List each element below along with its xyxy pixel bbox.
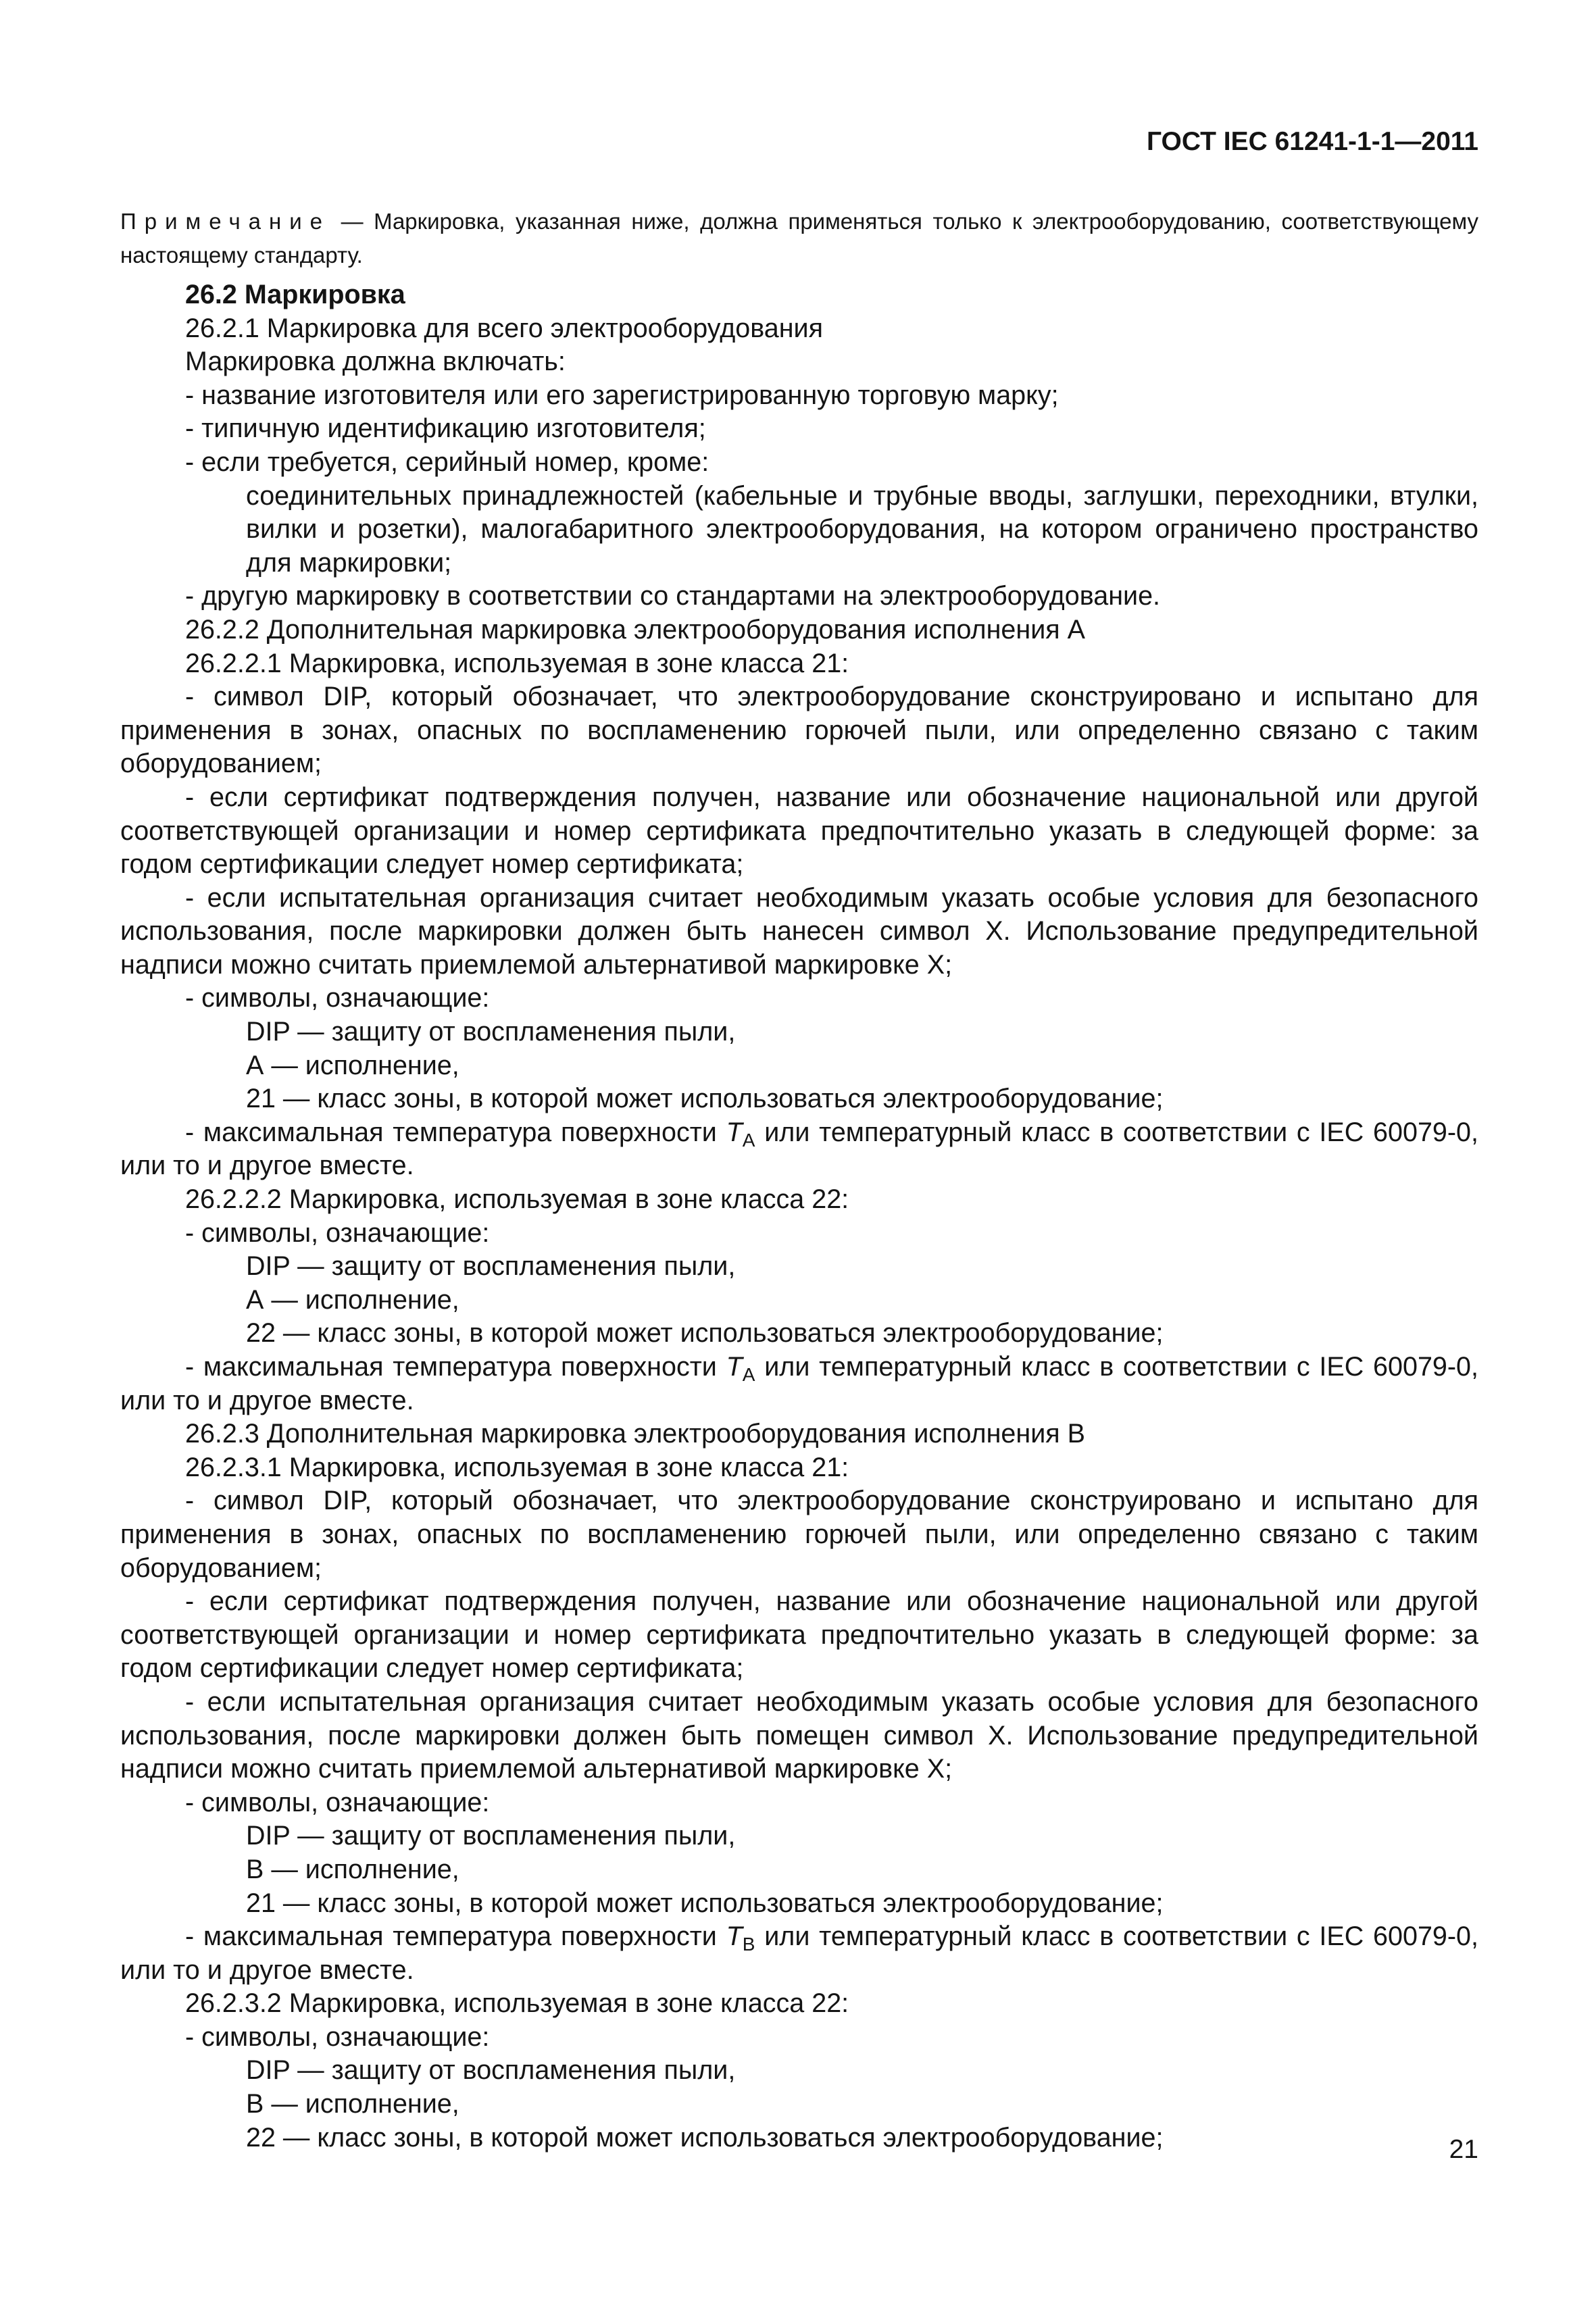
list-item: - символ DIP, который обозначает, что электрооборудование сконструировано и испытано для применения в зонах, опасных по воспламенению горючей пыли, или определенно связано с таким оборудованием;: [120, 682, 1478, 779]
symbol-definition: 22 — класс зоны, в которой может использоваться электрооборудование;: [246, 2122, 1164, 2153]
temperature-symbol: T: [726, 1921, 743, 1952]
list-item: - название изготовителя или его зарегистрированную торговую марку;: [185, 380, 1059, 410]
temperature-subscript: A: [742, 1364, 755, 1385]
document-body: [120, 278, 1478, 2155]
list-item: - символы, означающие:: [185, 1787, 490, 1817]
subsection-heading: 26.2.1 Маркировка для всего электрооборудования: [185, 313, 824, 343]
list-item: [120, 1351, 1478, 1417]
symbol-definition: В — исполнение,: [246, 1854, 459, 1884]
note-prefix: Примечание: [120, 209, 331, 234]
subsection-heading: 26.2.2 Дополнительная маркировка электрооборудования исполнения А: [185, 614, 1085, 645]
temperature-symbol: T: [726, 1117, 743, 1147]
clause-heading: 26.2.3.1 Маркировка, используемая в зоне класса 21:: [185, 1452, 849, 1482]
list-item: - символы, означающие:: [185, 983, 490, 1013]
list-item: - символ DIP, который обозначает, что электрооборудование сконструировано и испытано для применения в зонах, опасных по воспламенению горючей пыли, или определенно связано с таким оборудованием;: [120, 1486, 1478, 1583]
symbol-definition: В — исполнение,: [246, 2089, 459, 2119]
body-line: Маркировка должна включать:: [185, 347, 566, 377]
list-item: [120, 1116, 1478, 1183]
list-item: - если сертификат подтверждения получен, название или обозначение национальной или другой соответствующей организации и номер сертификата предпочтительно указать в следующей форме: за годом сертификации следует номер сертификата;: [120, 1586, 1478, 1684]
list-item: - если сертификат подтверждения получен, название или обозначение национальной или другой соответствующей организации и номер сертификата предпочтительно указать в следующей форме: за годом сертификации следует номер сертификата;: [120, 782, 1478, 880]
symbol-definition: 21 — класс зоны, в которой может использоваться электрооборудование;: [246, 1084, 1164, 1114]
note-text: — Маркировка, указанная ниже, должна применяться только к электрооборудованию, соответствующему настоящему стандарту.: [120, 209, 1479, 268]
symbol-definition: DIP — защиту от воспламенения пыли,: [246, 1821, 736, 1851]
document-header-id: ГОСТ IEC 61241-1-1—2011: [1146, 127, 1478, 156]
text-run: - максимальная температура поверхности: [185, 1921, 726, 1952]
symbol-definition: 22 — класс зоны, в которой может использоваться электрооборудование;: [246, 1318, 1164, 1349]
text-run: или температурный класс в соответствии с IEC 60079-0, или то и другое вместе.: [120, 1352, 1478, 1415]
symbol-definition: DIP — защиту от воспламенения пыли,: [246, 2055, 736, 2086]
symbol-definition: А — исполнение,: [246, 1050, 459, 1080]
list-subitem: соединительных принадлежностей (кабельные и трубные вводы, заглушки, переходники, втулки, вилки и розетки), малогабаритного электрооборудования, на котором ограничено пространство для маркировки;: [246, 480, 1478, 578]
section-title: 26.2 Маркировка: [185, 280, 405, 309]
list-item: - символы, означающие:: [185, 2021, 490, 2052]
list-item: - если испытательная организация считает необходимым указать особые условия для безопасного использования, после маркировки должен быть помещен символ X. Использование предупредительной надписи можно считать приемлемой альтернативой маркировке X;: [120, 1686, 1478, 1784]
clause-heading: 26.2.3.2 Маркировка, используемая в зоне класса 22:: [185, 1988, 849, 2019]
list-item: - если испытательная организация считает необходимым указать особые условия для безопасного использования, после маркировки должен быть нанесен символ X. Использование предупредительной надписи можно считать приемлемой альтернативой маркировке X;: [120, 882, 1478, 980]
symbol-definition: А — исполнение,: [246, 1284, 459, 1315]
note-paragraph: [120, 205, 1478, 272]
text-run: или температурный класс в соответствии с IEC 60079-0, или то и другое вместе.: [120, 1117, 1478, 1181]
symbol-definition: DIP — защиту от воспламенения пыли,: [246, 1251, 736, 1282]
clause-heading: 26.2.2.2 Маркировка, используемая в зоне класса 22:: [185, 1184, 849, 1215]
list-item: - символы, означающие:: [185, 1217, 490, 1248]
symbol-definition: 21 — класс зоны, в которой может использоваться электрооборудование;: [246, 1888, 1164, 1918]
subsection-heading: 26.2.3 Дополнительная маркировка электрооборудования исполнения В: [185, 1419, 1085, 1449]
list-item: - типичную идентификацию изготовителя;: [185, 413, 706, 444]
temperature-symbol: T: [726, 1352, 743, 1382]
list-item: - другую маркировку в соответствии со стандартами на электрооборудование.: [185, 581, 1161, 611]
page-number: 21: [1449, 2135, 1478, 2164]
text-run: - максимальная температура поверхности: [185, 1117, 726, 1147]
clause-heading: 26.2.2.1 Маркировка, используемая в зоне класса 21:: [185, 648, 849, 678]
temperature-subscript: B: [742, 1934, 755, 1955]
text-run: - максимальная температура поверхности: [185, 1352, 726, 1382]
list-item: [120, 1920, 1478, 1987]
temperature-subscript: A: [742, 1129, 755, 1151]
list-item: - если требуется, серийный номер, кроме:: [185, 447, 709, 477]
text-run: или температурный класс в соответствии с IEC 60079-0, или то и другое вместе.: [120, 1921, 1478, 1985]
symbol-definition: DIP — защиту от воспламенения пыли,: [246, 1017, 736, 1047]
